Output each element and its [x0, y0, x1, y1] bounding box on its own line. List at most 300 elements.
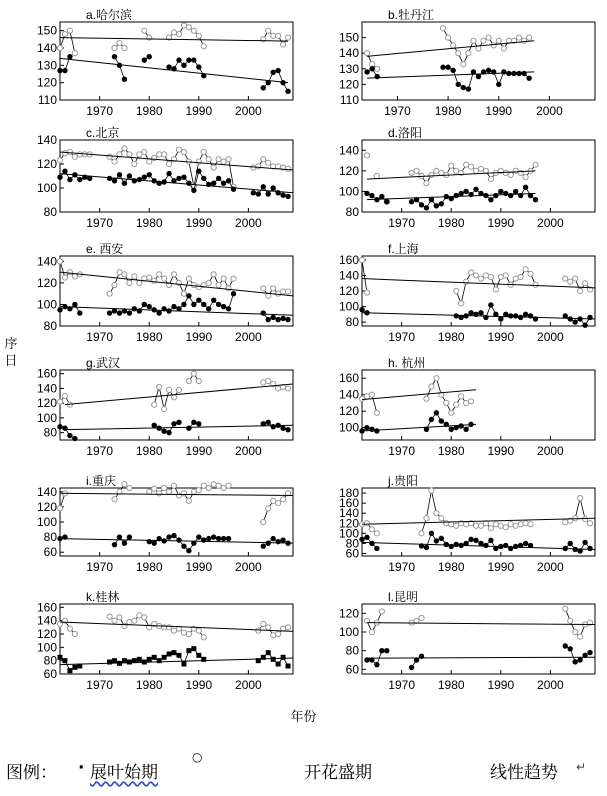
- bloom-point: [67, 149, 72, 154]
- bloom-point: [107, 614, 112, 619]
- leaf-point: [72, 436, 77, 441]
- bloom-point: [370, 62, 375, 67]
- y-tick-label: 120: [338, 163, 359, 178]
- bloom-point: [419, 531, 424, 536]
- bloom-point: [226, 483, 231, 488]
- leaf-point: [201, 537, 206, 542]
- leaf-point: [533, 197, 538, 202]
- bloom-point: [568, 279, 573, 284]
- bloom-point: [181, 23, 186, 28]
- bloom-point: [112, 618, 117, 623]
- bloom-point: [587, 521, 592, 526]
- leaf-point: [271, 657, 276, 662]
- bloom-point: [503, 525, 508, 530]
- bloom-point: [176, 32, 181, 37]
- leaf-point: [147, 172, 152, 177]
- leaf-point: [201, 302, 206, 307]
- bloom-point: [176, 493, 181, 498]
- bloom-point: [523, 267, 528, 272]
- y-tick-label: 80: [345, 536, 359, 551]
- bloom-point: [573, 276, 578, 281]
- leaf-point: [176, 57, 181, 62]
- bloom-point: [521, 38, 526, 43]
- y-tick-label: 140: [36, 613, 57, 628]
- leaf-point: [374, 428, 379, 433]
- bloom-point: [481, 38, 486, 43]
- x-tick-label: 1990: [487, 216, 515, 230]
- bloom-point: [171, 272, 176, 277]
- bloom-point: [483, 168, 488, 173]
- leaf-point: [275, 317, 280, 322]
- bloom-point: [468, 270, 473, 275]
- x-tick-label: 1970: [86, 678, 114, 692]
- bloom-point: [191, 489, 196, 494]
- bloom-point: [375, 66, 380, 71]
- bloom-point: [464, 162, 469, 167]
- bloom-point: [471, 38, 476, 43]
- bloom-point: [419, 615, 424, 620]
- bloom-point: [266, 625, 271, 630]
- legend-bloom-label: 开花盛期: [304, 763, 372, 783]
- trend-line: [367, 657, 595, 658]
- bloom-point: [211, 482, 216, 487]
- bloom-point: [444, 400, 449, 405]
- bloom-point: [563, 520, 568, 525]
- bloom-point: [578, 288, 583, 293]
- bloom-point: [478, 166, 483, 171]
- leaf-point: [117, 172, 122, 177]
- y-tick-label: 120: [36, 627, 57, 641]
- bloom-point: [67, 270, 72, 275]
- bloom-point: [152, 278, 157, 283]
- bloom-point: [137, 280, 142, 285]
- leaf-point: [186, 181, 191, 186]
- leaf-point: [384, 199, 389, 204]
- y-tick-label: 120: [36, 157, 57, 171]
- leaf-point: [513, 544, 518, 549]
- x-tick-label: 1990: [487, 560, 515, 574]
- bloom-point: [152, 486, 157, 491]
- y-tick-label: 120: [36, 75, 57, 90]
- leaf-point: [409, 665, 414, 670]
- bloom-point: [285, 625, 290, 630]
- return-mark-icon: ↵: [576, 760, 587, 774]
- bloom-point: [72, 51, 77, 56]
- x-tick-label: 1980: [437, 444, 465, 458]
- bloom-point: [508, 172, 513, 177]
- chart-title: e. 西安: [86, 242, 124, 256]
- leaf-point: [186, 57, 191, 62]
- bloom-point: [67, 28, 72, 33]
- y-tick-label: 120: [338, 606, 359, 621]
- plot-frame: [60, 488, 293, 556]
- bloom-point: [464, 400, 469, 405]
- x-tick-label: 2000: [235, 678, 262, 692]
- leaf-point: [226, 306, 231, 311]
- leaf-point: [439, 536, 444, 541]
- y-tick-label: 160: [338, 252, 359, 267]
- bloom-point: [434, 511, 439, 516]
- bloom-point: [454, 402, 459, 407]
- leaf-point: [498, 316, 503, 321]
- leaf-point: [466, 86, 471, 91]
- leaf-point: [453, 542, 458, 547]
- bloom-point: [162, 276, 167, 281]
- leaf-point: [176, 653, 181, 658]
- x-tick-label: 1990: [185, 678, 213, 692]
- bloom-point: [276, 386, 281, 391]
- leaf-point: [191, 646, 196, 651]
- leaf-point: [151, 423, 156, 428]
- y-tick-label: 130: [36, 58, 57, 73]
- bloom-point: [57, 158, 62, 163]
- leaf-point: [587, 546, 592, 551]
- leaf-point: [280, 426, 285, 431]
- leaf-point: [186, 548, 191, 553]
- bloom-point: [476, 46, 481, 51]
- bloom-point: [285, 35, 290, 40]
- leaf-point: [270, 185, 275, 190]
- leaf-point: [216, 176, 221, 181]
- bloom-point: [464, 279, 469, 284]
- bloom-point: [533, 282, 538, 287]
- bloom-point: [166, 489, 171, 494]
- x-tick-label: 1970: [384, 104, 411, 118]
- y-tick-label: 60: [43, 545, 57, 560]
- leaf-point: [226, 536, 231, 541]
- bloom-point: [231, 276, 236, 281]
- bloom-point: [266, 378, 271, 383]
- bloom-point: [57, 45, 62, 50]
- leaf-point: [216, 536, 221, 541]
- bloom-point: [152, 402, 157, 407]
- x-tick-label: 1980: [135, 560, 163, 574]
- bloom-point: [261, 519, 266, 524]
- leaf-point: [513, 313, 518, 318]
- leaf-point: [266, 191, 271, 196]
- leaf-point: [196, 653, 201, 658]
- y-tick-label: 150: [36, 23, 57, 38]
- leaf-point: [127, 173, 132, 178]
- bloom-point: [216, 483, 221, 488]
- bloom-point: [181, 630, 186, 635]
- leaf-point: [147, 304, 152, 309]
- bloom-point: [162, 406, 167, 411]
- bloom-point: [162, 625, 167, 630]
- leaf-point: [440, 65, 445, 70]
- leaf-point: [463, 427, 468, 432]
- bloom-point: [285, 386, 290, 391]
- leaf-point: [191, 57, 196, 62]
- leaf-point: [142, 175, 147, 180]
- bloom-point: [461, 62, 466, 67]
- leaf-point: [458, 191, 463, 196]
- bloom-point: [117, 270, 122, 275]
- bloom-point: [216, 282, 221, 287]
- bloom-point: [446, 35, 451, 40]
- x-tick-label: 1980: [135, 444, 163, 458]
- leaf-point: [62, 658, 67, 663]
- bloom-point: [137, 613, 142, 618]
- leaf-point: [521, 71, 526, 76]
- bloom-point: [466, 51, 471, 56]
- leaf-point: [563, 643, 568, 648]
- leaf-point: [191, 420, 196, 425]
- leaf-point: [266, 420, 271, 425]
- leaf-point: [231, 291, 236, 296]
- y-tick-label: 140: [36, 254, 57, 269]
- bloom-point: [449, 163, 454, 168]
- y-tick-label: 140: [338, 506, 359, 521]
- leaf-point: [503, 543, 508, 548]
- y-tick-label: 100: [36, 297, 57, 312]
- bloom-point: [364, 394, 369, 399]
- bloom-point: [122, 146, 127, 151]
- leaf-point: [419, 202, 424, 207]
- leaf-point: [171, 421, 176, 426]
- bloom-point: [72, 154, 77, 159]
- leaf-point: [196, 297, 201, 302]
- bloom-point: [127, 485, 132, 490]
- x-tick-label: 2000: [537, 678, 564, 692]
- leaf-point: [493, 193, 498, 198]
- y-tick-label: 140: [338, 387, 359, 402]
- bloom-point: [491, 43, 496, 48]
- x-tick-label: 1980: [135, 104, 163, 118]
- x-tick-label: 1990: [185, 444, 213, 458]
- leaf-point: [434, 538, 439, 543]
- y-tick-label: 140: [338, 46, 359, 61]
- bloom-point: [468, 164, 473, 169]
- plot-frame: [362, 370, 595, 440]
- chart-title: d.洛阳: [388, 126, 423, 140]
- bloom-point: [364, 51, 369, 56]
- bloom-point: [429, 172, 434, 177]
- leaf-point: [478, 310, 483, 315]
- bloom-point: [221, 276, 226, 281]
- x-tick-label: 1980: [437, 330, 465, 344]
- leaf-point: [172, 650, 177, 655]
- bloom-point: [112, 159, 117, 164]
- leaf-point: [132, 306, 137, 311]
- leaf-point: [166, 64, 171, 69]
- bloom-point: [122, 482, 127, 487]
- bloom-point: [57, 506, 62, 511]
- bloom-point: [162, 485, 167, 490]
- bloom-point: [72, 631, 77, 636]
- y-tick-label: 160: [338, 371, 359, 386]
- leaf-point: [171, 304, 176, 309]
- leaf-point: [62, 169, 67, 174]
- bloom-point: [508, 522, 513, 527]
- bloom-point: [513, 523, 518, 528]
- bloom-point: [429, 488, 434, 493]
- leaf-point: [374, 662, 379, 667]
- chart-panel-11: [339, 590, 595, 692]
- leaf-point: [196, 169, 201, 174]
- x-tick-label: 1970: [388, 444, 416, 458]
- leaf-point: [379, 648, 384, 653]
- leaf-point: [256, 191, 261, 196]
- chart-title: f.上海: [388, 242, 419, 256]
- legend-ring-marker: ○: [192, 750, 203, 764]
- leaf-point: [359, 537, 364, 542]
- chart-title: g.武汉: [86, 356, 121, 370]
- leaf-point: [117, 534, 122, 539]
- leaf-point: [127, 660, 132, 665]
- leaf-point: [379, 194, 384, 199]
- bloom-point: [271, 33, 276, 38]
- bloom-point: [424, 396, 429, 401]
- bloom-point: [206, 485, 211, 490]
- leaf-point: [582, 540, 587, 545]
- bloom-point: [266, 28, 271, 33]
- bloom-point: [251, 165, 256, 170]
- bloom-point: [528, 271, 533, 276]
- leaf-point: [161, 428, 166, 433]
- bloom-point: [439, 516, 444, 521]
- leaf-point: [270, 70, 275, 75]
- leaf-point: [211, 534, 216, 539]
- bloom-point: [67, 626, 72, 631]
- leaf-point: [191, 302, 196, 307]
- bloom-point: [409, 170, 414, 175]
- leaf-point: [568, 646, 573, 651]
- chart-title: c.北京: [86, 126, 120, 140]
- leaf-point: [122, 181, 127, 186]
- leaf-point: [369, 193, 374, 198]
- x-tick-label: 1990: [185, 216, 213, 230]
- chart-panel-5: [339, 241, 595, 344]
- leaf-point: [162, 655, 167, 660]
- bloom-point: [528, 522, 533, 527]
- x-tick-label: 1990: [487, 444, 515, 458]
- leaf-point: [57, 68, 62, 73]
- leaf-point: [275, 539, 280, 544]
- x-tick-label: 1980: [437, 216, 465, 230]
- bloom-point: [196, 628, 201, 633]
- y-tick-label: 100: [338, 420, 359, 435]
- leaf-point: [572, 659, 577, 664]
- y-tick-label: 100: [338, 184, 359, 199]
- bloom-point: [573, 629, 578, 634]
- bloom-point: [483, 273, 488, 278]
- bloom-point: [516, 35, 521, 40]
- bloom-point: [374, 173, 379, 178]
- bloom-point: [488, 526, 493, 531]
- bloom-point: [157, 384, 162, 389]
- bloom-point: [496, 38, 501, 43]
- leaf-point: [117, 310, 122, 315]
- bloom-point: [196, 159, 201, 164]
- chart-panel-4: [37, 241, 293, 344]
- bloom-point: [276, 33, 281, 38]
- leaf-point: [276, 662, 281, 667]
- bloom-point: [181, 291, 186, 296]
- bloom-point: [454, 168, 459, 173]
- x-tick-label: 2000: [537, 330, 564, 344]
- leaf-point: [424, 205, 429, 210]
- leaf-point: [582, 323, 587, 328]
- leaf-point: [285, 89, 290, 94]
- leaf-point: [221, 304, 226, 309]
- trend-line: [367, 623, 595, 625]
- x-axis-label: 年份: [290, 710, 317, 725]
- bloom-point: [578, 495, 583, 500]
- bloom-point: [107, 291, 112, 296]
- bloom-point: [171, 628, 176, 633]
- bloom-point: [454, 523, 459, 528]
- leaf-point: [112, 542, 117, 547]
- leaf-point: [450, 68, 455, 73]
- leaf-point: [127, 534, 132, 539]
- x-tick-label: 1970: [388, 330, 416, 344]
- bloom-point: [196, 285, 201, 290]
- leaf-point: [429, 531, 434, 536]
- leaf-point: [211, 297, 216, 302]
- bloom-point: [72, 274, 77, 279]
- trend-line: [60, 38, 288, 41]
- bloom-point: [112, 497, 117, 502]
- bloom-point: [206, 157, 211, 162]
- bloom-point: [369, 527, 374, 532]
- chart-panel-0: [37, 7, 293, 118]
- bloom-point: [186, 378, 191, 383]
- y-tick-label: 80: [43, 425, 57, 440]
- y-tick-label: 130: [338, 61, 359, 76]
- bloom-point: [201, 483, 206, 488]
- y-tick-label: 100: [338, 299, 359, 314]
- leaf-point: [523, 541, 528, 546]
- x-tick-label: 1980: [135, 330, 163, 344]
- bloom-point: [488, 176, 493, 181]
- leaf-point: [167, 652, 172, 657]
- bloom-point: [147, 275, 152, 280]
- y-tick-label: 60: [345, 546, 359, 561]
- x-tick-label: 1980: [437, 560, 465, 574]
- y-tick-label: 100: [36, 640, 57, 655]
- leaf-point: [57, 175, 62, 180]
- leaf-point: [503, 191, 508, 196]
- leaf-point: [572, 319, 577, 324]
- leaf-point: [508, 193, 513, 198]
- bloom-point: [166, 387, 171, 392]
- y-tick-label: 120: [36, 396, 57, 411]
- series-line: [426, 378, 471, 413]
- bloom-point: [518, 274, 523, 279]
- leaf-point: [191, 188, 196, 193]
- y-tick-label: 100: [36, 515, 57, 529]
- series-line: [362, 260, 367, 293]
- bloom-point: [359, 257, 364, 262]
- bloom-point: [280, 497, 285, 502]
- bloom-point: [261, 621, 266, 626]
- bloom-point: [473, 523, 478, 528]
- bloom-point: [132, 274, 137, 279]
- leaf-point: [122, 77, 127, 82]
- bloom-point: [503, 170, 508, 175]
- bloom-point: [191, 371, 196, 376]
- trend-line: [362, 424, 476, 431]
- y-tick-label: 120: [36, 275, 57, 290]
- bloom-point: [186, 498, 191, 503]
- bloom-point: [221, 485, 226, 490]
- leaf-point: [384, 648, 389, 653]
- bloom-point: [440, 26, 445, 31]
- leaf-point: [196, 534, 201, 539]
- leaf-point: [506, 71, 511, 76]
- leaf-point: [142, 57, 147, 62]
